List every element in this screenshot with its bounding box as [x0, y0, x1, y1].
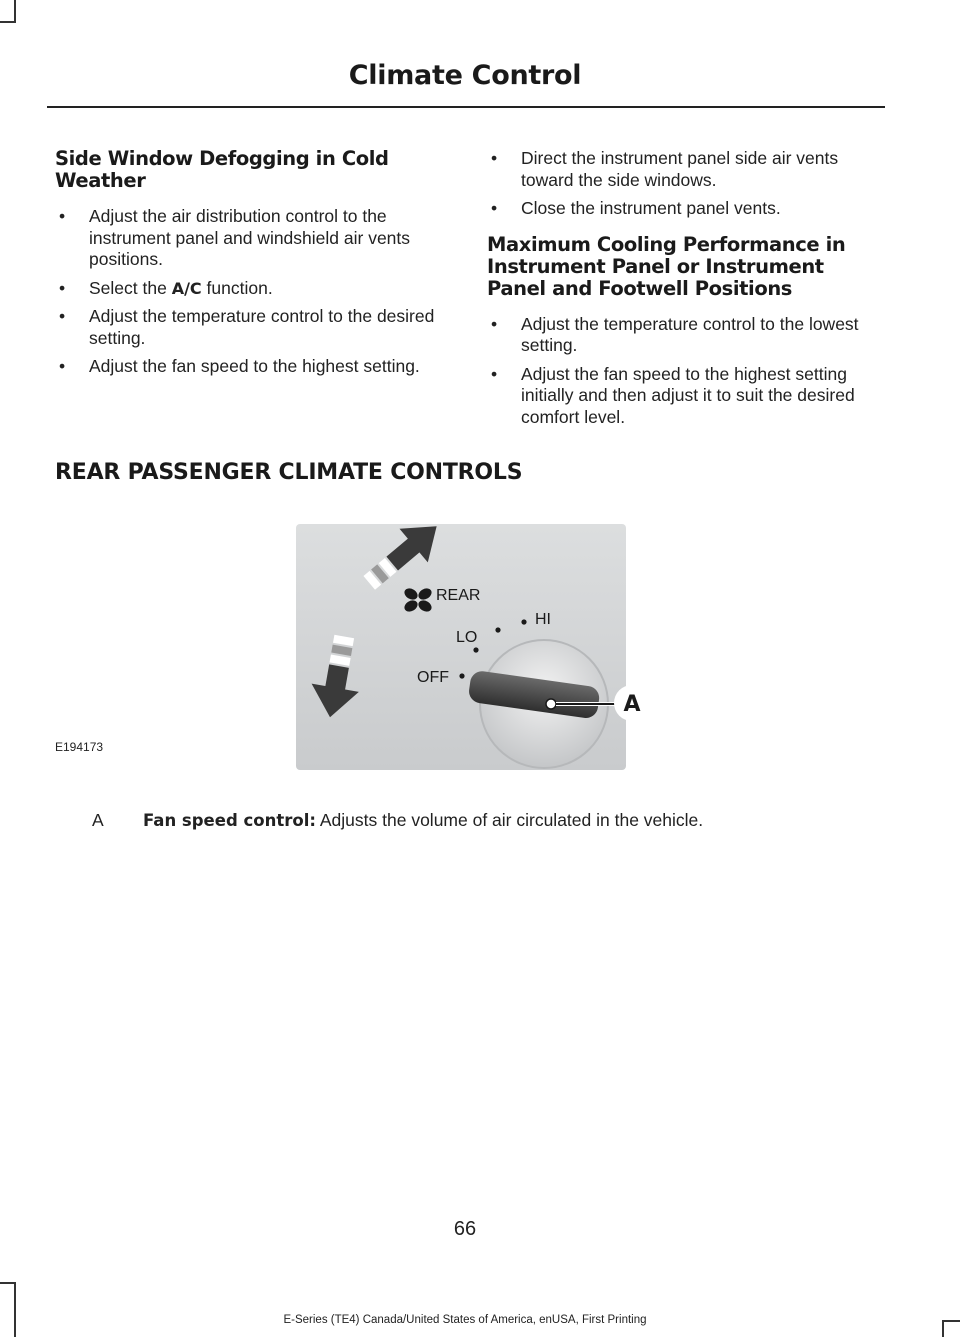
- page-number: 66: [453, 1218, 477, 1240]
- bullet: •: [491, 198, 498, 218]
- rear-label: REAR: [436, 587, 481, 604]
- left-bullet-list: [55, 206, 450, 378]
- callout-pointer-dot: [546, 699, 556, 709]
- list-item: • Close the instrument panel vents.: [491, 198, 781, 218]
- maximum-cooling-heading: Maximum Cooling Performance in Instrument Panel or Instrument Panel and Footwell Positions: [487, 232, 846, 300]
- crop-mark-top-left-h: [0, 21, 16, 23]
- bullet: •: [491, 148, 498, 168]
- crop-mark-top-left-v: [14, 0, 16, 22]
- lo-position-dot: [473, 647, 478, 652]
- right-bullet-list-top: [487, 148, 882, 220]
- list-item: • Adjust the temperature control to the desired setting.: [59, 306, 435, 348]
- page-title: Climate Control: [348, 60, 582, 91]
- footer-edition-text: E-Series (TE4) Canada/United States of America, enUSA, First Printing: [283, 1314, 647, 1326]
- bullet: •: [59, 277, 66, 298]
- header-divider: [47, 106, 885, 108]
- bullet: •: [59, 206, 66, 226]
- callout-title: Fan speed control:: [143, 811, 316, 830]
- lo-label: LO: [456, 629, 478, 646]
- list-item: • Adjust the temperature control to the lowest setting.: [491, 313, 859, 355]
- list-item: • Adjust the fan speed to the highest setting initially and then adjust it to suit the desired comfort level.: [491, 363, 855, 427]
- crop-mark-bottom-left-v: [14, 1282, 16, 1337]
- left-column: [55, 148, 450, 385]
- crop-mark-bottom-left-h: [0, 1282, 16, 1284]
- callout-letter-a: A: [623, 692, 641, 717]
- bullet: •: [59, 306, 66, 326]
- off-position-dot: [459, 673, 464, 678]
- rear-fan-control-illustration: [296, 510, 646, 770]
- figure-code: E194173: [55, 740, 104, 754]
- list-item: • Direct the instrument panel side air vents toward the side windows.: [491, 148, 839, 190]
- mid-position-dot: [495, 627, 500, 632]
- bullet: •: [491, 363, 498, 384]
- hi-position-dot: [521, 619, 526, 624]
- side-window-defogging-heading: Side Window Defogging in Cold Weather: [55, 147, 389, 192]
- bullet: •: [59, 356, 66, 376]
- bullet: •: [491, 313, 498, 334]
- right-column: [487, 148, 882, 435]
- right-bullet-list-bottom: [487, 314, 882, 429]
- rear-climate-section-heading: REAR PASSENGER CLIMATE CONTROLS: [55, 460, 523, 485]
- callout-letter: A: [92, 810, 104, 830]
- list-item: • Adjust the fan speed to the highest setting.: [59, 356, 420, 376]
- list-item: • Adjust the air distribution control to the instrument panel and windshield air vents positions.: [59, 206, 411, 269]
- crop-mark-bottom-right-v: [942, 1320, 944, 1337]
- callout-description: Fan speed control: Adjusts the volume of air circulated in the vehicle.: [143, 810, 704, 830]
- off-label: OFF: [417, 669, 449, 686]
- ac-label: A/C: [171, 278, 202, 298]
- crop-mark-bottom-right-h: [942, 1320, 960, 1322]
- list-item: • Select the A/C function.: [59, 277, 273, 298]
- hi-label: HI: [535, 611, 551, 628]
